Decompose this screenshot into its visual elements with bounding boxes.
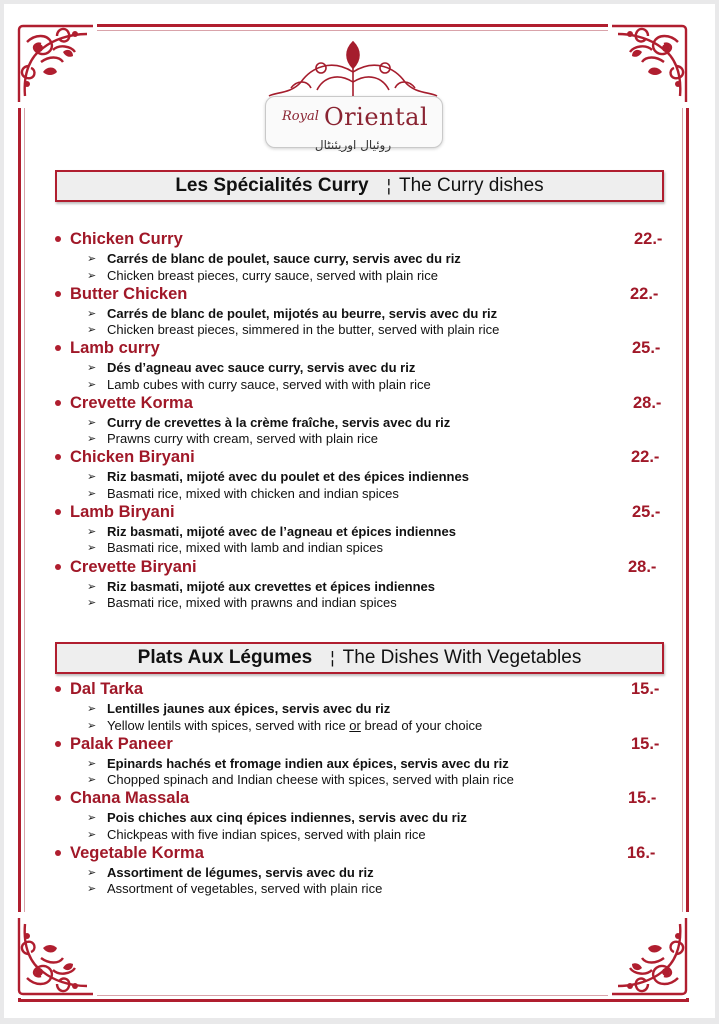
- arrow-bullet-icon: ➢: [87, 487, 97, 500]
- bullet-dot-icon: [55, 509, 61, 515]
- section-title-fr: Les Spécialités Curry: [175, 175, 369, 196]
- ornate-corner-icon: [13, 912, 97, 998]
- menu-item-name: Butter Chicken: [70, 284, 188, 303]
- menu-item-name: Crevette Korma: [70, 393, 193, 412]
- restaurant-logo: [261, 38, 445, 158]
- menu-item-price: 22.-: [630, 284, 659, 303]
- menu-item-description-en: [55, 827, 663, 844]
- menu-item-header: [55, 340, 663, 360]
- menu-item: [55, 845, 663, 900]
- bullet-dot-icon: [55, 400, 61, 406]
- menu-item-price: 25.-: [632, 502, 661, 521]
- menu-item: [55, 395, 663, 450]
- description-text: Basmati rice, mixed with lamb and indian spices: [107, 540, 384, 556]
- description-text: Carrés de blanc de poulet, mijotés au beurre, servis avec du riz: [107, 305, 498, 321]
- description-text: Basmati rice, mixed with chicken and indian spices: [107, 485, 399, 501]
- arrow-bullet-icon: ➢: [87, 703, 97, 715]
- menu-item-name: Palak Paneer: [70, 734, 173, 753]
- logo-name-text: Oriental: [324, 103, 429, 131]
- menu-item-description-en: [55, 377, 663, 394]
- menu-item-header: [55, 395, 663, 415]
- logo-ornament-icon: [261, 38, 445, 100]
- description-text: Lentilles jaunes aux épices, servis avec du riz: [107, 701, 391, 716]
- menu-item-description-fr: [55, 360, 663, 377]
- description-text: Dés d’agneau avec sauce curry, servis avec du riz: [107, 360, 416, 376]
- arrow-bullet-icon: ➢: [87, 580, 97, 593]
- menu-item-price: 28.-: [633, 393, 662, 412]
- description-text: Assortment of vegetables, served with plain rice: [107, 881, 383, 897]
- menu-item-price: 15.-: [631, 734, 660, 753]
- menu-item-name: Chana Massala: [70, 789, 190, 808]
- menu-item-description-fr: [55, 306, 663, 323]
- section-separator: ¦: [330, 648, 335, 667]
- arrow-bullet-icon: ➢: [87, 253, 97, 265]
- menu-item-description-en: [55, 486, 663, 503]
- description-text: Prawns curry with cream, served with plain rice: [107, 431, 378, 447]
- arrow-bullet-icon: ➢: [87, 866, 97, 879]
- description-text: Chopped spinach and Indian cheese with spices, served with plain rice: [107, 772, 514, 788]
- menu-item-description-fr: [55, 579, 663, 596]
- description-text: Chicken breast pieces, curry sauce, served with plain rice: [107, 267, 438, 283]
- description-text: Lamb cubes with curry sauce, served with with plain rice: [107, 376, 431, 392]
- arrow-bullet-icon: ➢: [87, 416, 97, 429]
- menu-item-description-en: [55, 595, 663, 612]
- menu-list-curry: [55, 231, 663, 613]
- arrow-bullet-icon: ➢: [87, 269, 97, 282]
- bullet-dot-icon: [55, 291, 61, 297]
- menu-item: [55, 504, 663, 559]
- menu-item-description-fr: [55, 701, 663, 718]
- menu-item: [55, 559, 663, 614]
- menu-item-price: 28.-: [628, 557, 657, 576]
- bullet-dot-icon: [55, 236, 61, 242]
- menu-item-description-fr: [55, 810, 663, 827]
- section-title-en: The Dishes With Vegetables: [342, 647, 582, 668]
- menu-item-header: [55, 790, 663, 810]
- arrow-bullet-icon: ➢: [87, 597, 97, 610]
- description-text: Epinards hachés et fromage indien aux épices, servis avec du riz: [107, 755, 509, 771]
- menu-item-price: 15.-: [628, 789, 657, 808]
- menu-item: [55, 790, 663, 845]
- menu-item: [55, 231, 663, 286]
- arrow-bullet-icon: ➢: [87, 774, 97, 787]
- bullet-dot-icon: [55, 564, 61, 570]
- description-fragment: Yellow lentils with spices, served with rice: [107, 717, 350, 733]
- description-text: Chicken breast pieces, simmered in the butter, served with plain rice: [107, 322, 500, 338]
- description-text: Assortiment de légumes, servis avec du riz: [107, 864, 374, 880]
- bullet-dot-icon: [55, 850, 61, 856]
- arrow-bullet-icon: ➢: [87, 757, 97, 770]
- arrow-bullet-icon: ➢: [87, 828, 97, 841]
- menu-item-description-fr: [55, 756, 663, 773]
- menu-item-description-fr: [55, 524, 663, 541]
- description-text: Riz basmati, mijoté avec du poulet et des épices indiennes: [107, 469, 469, 485]
- menu-item-description-en: [55, 881, 663, 898]
- menu-item: [55, 681, 663, 736]
- menu-item: [55, 340, 663, 395]
- menu-item-price: 15.-: [631, 680, 660, 698]
- menu-list-vegetables: [55, 681, 663, 899]
- arrow-bullet-icon: ➢: [87, 525, 97, 538]
- menu-item-description-en: [55, 540, 663, 557]
- menu-item-header: [55, 231, 663, 251]
- bullet-dot-icon: [55, 454, 61, 460]
- arrow-bullet-icon: ➢: [87, 471, 97, 484]
- menu-item-header: [55, 504, 663, 524]
- menu-item-price: 22.-: [634, 230, 663, 248]
- menu-item-description-en: [55, 431, 663, 448]
- description-text: Basmati rice, mixed with prawns and indian spices: [107, 595, 397, 611]
- menu-item-header: [55, 845, 663, 865]
- menu-item-header: [55, 449, 663, 469]
- description-text: Riz basmati, mijoté avec de l’agneau et épices indiennes: [107, 523, 456, 539]
- menu-item-price: 16.-: [627, 843, 656, 862]
- section-header-curry: [55, 170, 664, 202]
- description-text: Carrés de blanc de poulet, sauce curry, servis avec du riz: [107, 251, 461, 266]
- menu-item-description-en: [55, 772, 663, 789]
- section-title-fr: Plats Aux Légumes: [137, 647, 313, 668]
- menu-item: [55, 736, 663, 791]
- bullet-dot-icon: [55, 741, 61, 747]
- menu-item-name: Vegetable Korma: [70, 843, 204, 862]
- description-text: Curry de crevettes à la crème fraîche, servis avec du riz: [107, 414, 451, 430]
- arrow-bullet-icon: ➢: [87, 307, 97, 320]
- menu-item-header: [55, 736, 663, 756]
- menu-item-name: Chicken Biryani: [70, 448, 195, 467]
- menu-item-description-fr: [55, 865, 663, 882]
- arrow-bullet-icon: ➢: [87, 433, 97, 446]
- section-title-en: The Curry dishes: [399, 175, 544, 196]
- description-text: Riz basmati, mijoté aux crevettes et épices indiennes: [107, 578, 436, 594]
- menu-item-name: Lamb curry: [70, 339, 160, 358]
- menu-item: [55, 286, 663, 341]
- menu-item-price: 25.-: [632, 339, 661, 358]
- description-text: Pois chiches aux cinq épices indiennes, servis avec du riz: [107, 810, 467, 826]
- menu-item-header: [55, 559, 663, 579]
- menu-item: [55, 449, 663, 504]
- menu-item-description-fr: [55, 415, 663, 432]
- menu-item-header: [55, 286, 663, 306]
- bullet-dot-icon: [55, 686, 61, 692]
- menu-item-name: Dal Tarka: [70, 680, 144, 698]
- arrow-bullet-icon: ➢: [87, 812, 97, 825]
- menu-item-header: [55, 681, 663, 701]
- menu-item-name: Chicken Curry: [70, 230, 183, 248]
- ornate-corner-icon: [608, 912, 692, 998]
- menu-item-description-en: [55, 718, 663, 735]
- logo-urdu-text: روئیال اوریئنٹال: [314, 138, 392, 152]
- menu-item-description-en: [55, 322, 663, 339]
- ornate-corner-icon: [608, 22, 692, 108]
- arrow-bullet-icon: ➢: [87, 883, 97, 896]
- description-text: [107, 718, 482, 733]
- section-header-vegetables: [55, 642, 664, 674]
- menu-item-description-fr: [55, 251, 663, 268]
- ornate-corner-icon: [13, 22, 97, 108]
- menu-item-price: 22.-: [631, 448, 660, 467]
- menu-item-description-fr: [55, 469, 663, 486]
- menu-item-name: Crevette Biryani: [70, 557, 197, 576]
- menu-item-name: Lamb Biryani: [70, 502, 175, 521]
- arrow-bullet-icon: ➢: [87, 362, 97, 375]
- bullet-dot-icon: [55, 795, 61, 801]
- section-separator: ¦: [386, 176, 391, 195]
- arrow-bullet-icon: ➢: [87, 378, 97, 391]
- bullet-dot-icon: [55, 345, 61, 351]
- description-fragment: bread of your choice: [360, 717, 483, 733]
- description-text: Chickpeas with five indian spices, served with plain rice: [107, 826, 426, 842]
- arrow-bullet-icon: ➢: [87, 324, 97, 337]
- arrow-bullet-icon: ➢: [87, 542, 97, 555]
- menu-item-description-en: [55, 268, 663, 285]
- underlined-word: or: [349, 717, 361, 733]
- arrow-bullet-icon: ➢: [87, 719, 97, 732]
- logo-royal-text: Royal: [282, 109, 319, 124]
